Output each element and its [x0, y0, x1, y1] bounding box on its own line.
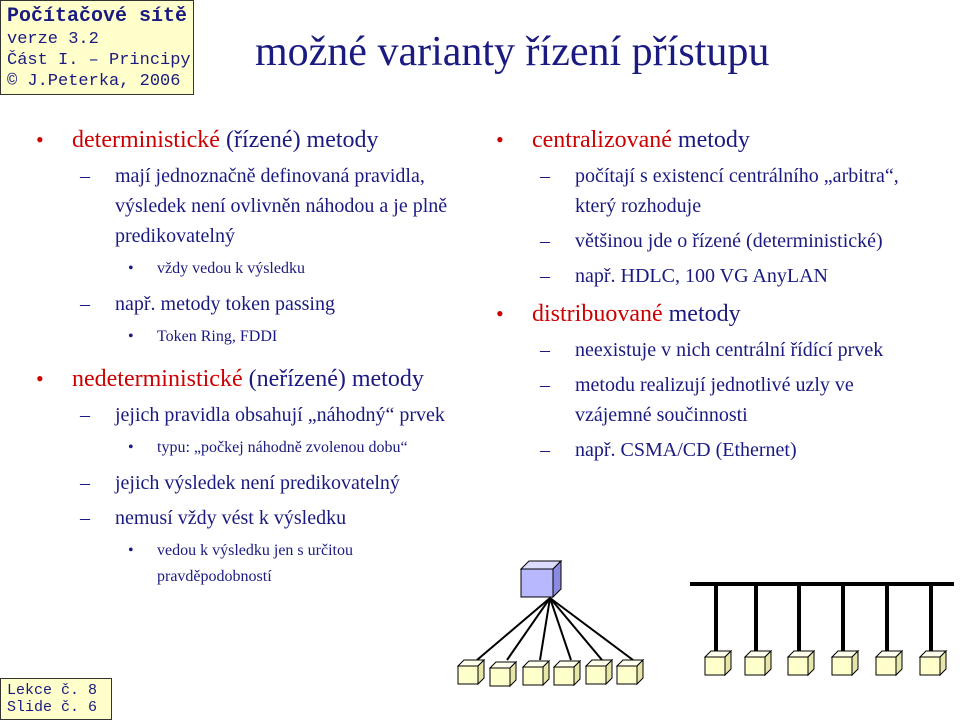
centralized-sub1: – počítají s existencí centrálního „arbitra“, který rozhoduje: [490, 161, 920, 221]
course-part: Část I. – Principy: [7, 51, 191, 70]
node-cube-icon: [523, 661, 549, 685]
distributed-sub1: – neexistuje v nich centrální řídící prvek: [490, 335, 920, 365]
nondeterministic-accent: nedeterministické: [72, 366, 243, 392]
node-cube-icon: [788, 651, 814, 675]
dash-icon: –: [80, 472, 90, 494]
dash-icon: –: [80, 404, 90, 426]
bullet-icon: •: [36, 127, 44, 152]
centralized-heading: [490, 125, 920, 155]
node-cube-icon: [832, 651, 858, 675]
slide-number-box: [0, 678, 112, 720]
node-cube-icon: [586, 660, 612, 684]
bus-taps: [716, 584, 931, 651]
deterministic-sub2: – např. metody token passing: [30, 289, 470, 319]
dash-icon: –: [80, 293, 90, 315]
distributed-rest: metody: [662, 301, 741, 327]
node-cube-icon: [705, 651, 731, 675]
nondeterministic-sub2: – jejich výsledek není predikovatelný: [30, 468, 470, 498]
bullet-icon: •: [36, 366, 44, 391]
star-topology: [458, 561, 643, 686]
right-column: [490, 125, 920, 470]
deterministic-sub1-point: • vždy vedou k výsledku: [30, 256, 470, 282]
dash-icon: –: [540, 339, 550, 361]
bullet-icon: •: [496, 301, 504, 326]
nondeterministic-sub1: – jejich pravidla obsahují „náhodný“ prvek: [30, 400, 470, 430]
nondeterministic-sub3-point: • vedou k výsledku jen s určitou pravděpodobností: [30, 538, 470, 590]
node-cube-icon: [554, 661, 580, 685]
node-cube-icon: [617, 660, 643, 684]
deterministic-rest: (řízené) metody: [219, 127, 379, 153]
dash-icon: –: [540, 265, 550, 287]
dash-icon: –: [80, 165, 90, 187]
star-links: [477, 598, 633, 660]
distributed-accent: distribuované: [532, 301, 663, 327]
nondeterministic-rest: (neřízené) metody: [242, 366, 424, 392]
left-column: [30, 125, 470, 597]
dash-icon: –: [540, 230, 550, 252]
deterministic-sub1: – mají jednoznačně definovaná pravidla, výsledek není ovlivněn náhodou a je plně predikovatelný: [30, 161, 470, 251]
course-version: verze 3.2: [7, 30, 99, 49]
course-info-box: [0, 0, 194, 95]
dash-icon: –: [80, 507, 90, 529]
dash-icon: –: [540, 165, 550, 187]
dash-icon: –: [540, 439, 550, 461]
bus-topology: [690, 584, 954, 675]
course-name: Počítačové sítě: [7, 5, 188, 28]
node-cube-icon: [745, 651, 771, 675]
dot-icon: •: [128, 542, 134, 559]
nondeterministic-sub3: – nemusí vždy vést k výsledku: [30, 503, 470, 533]
deterministic-sub2-point: • Token Ring, FDDI: [30, 324, 470, 350]
distributed-sub3: – např. CSMA/CD (Ethernet): [490, 435, 920, 465]
nondeterministic-sub1-point: • typu: „počkej náhodně zvolenou dobu“: [30, 435, 470, 461]
course-author: © J.Peterka, 2006: [7, 72, 181, 91]
centralized-sub3: – např. HDLC, 100 VG AnyLAN: [490, 261, 920, 291]
node-cube-icon: [920, 651, 946, 675]
slide-title: možné varianty řízení přístupu: [255, 29, 770, 75]
deterministic-heading: [30, 125, 470, 155]
deterministic-accent: deterministické: [72, 127, 220, 153]
centralized-accent: centralizované: [532, 127, 672, 153]
dot-icon: •: [128, 260, 134, 277]
dot-icon: •: [128, 328, 134, 345]
node-cube-icon: [490, 662, 516, 686]
node-cube-icon: [876, 651, 902, 675]
dash-icon: –: [540, 374, 550, 396]
centralized-rest: metody: [671, 127, 750, 153]
nondeterministic-heading: [30, 364, 470, 394]
dot-icon: •: [128, 439, 134, 456]
distributed-sub2: – metodu realizují jednotlivé uzly ve vzájemné součinnosti: [490, 370, 920, 430]
hub-cube-icon: [521, 561, 561, 597]
slide-number: Slide č. 6: [7, 699, 98, 716]
topology-diagram: [440, 550, 960, 720]
lecture-number: Lekce č. 8: [7, 682, 98, 699]
centralized-sub2: – většinou jde o řízené (deterministické): [490, 226, 920, 256]
node-cube-icon: [458, 660, 484, 684]
distributed-heading: [490, 299, 920, 329]
bullet-icon: •: [496, 127, 504, 152]
